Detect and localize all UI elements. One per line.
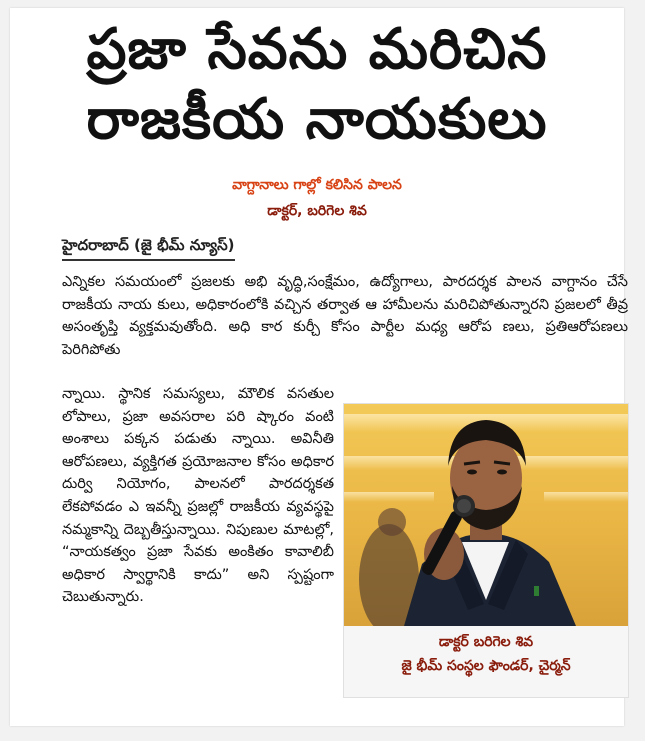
photo-caption xyxy=(344,630,628,678)
caption-title: జై భీమ్ సంస్థల ఫౌండర్, చైర్మన్ xyxy=(401,658,571,674)
headline-line-2: రాజకీయ నాయకులు xyxy=(86,87,548,152)
headline-line-1: ప్రజా సేవను మరిచిన xyxy=(86,17,548,82)
caption-name: డాక్టర్ బరిగెల శివ xyxy=(438,634,534,650)
subheadline-tagline: వాగ్దానాలు గాల్లో కలిసిన పాలన xyxy=(232,177,402,193)
article-paragraph-column: న్నాయి. స్థానిక సమస్యలు, మౌలిక వసతుల లోపాలు, ప్రజా అవసరాల పరి ష్కారం వంటి అంశాలు పక్కన పడుతు న్నాయి. అవినీతి ఆరోపణలు, వ్యక్తిగత ప్రయోజనాల కోసం అధికార దుర్వి నియోగం, పాలనలో పారదర్శకత లేకపోవడం ఎ ఇవన్నీ ప్రజల్లో రాజకీయ వ్యవస్థపై నమ్మకాన్ని దెబ్బతీస్తున్నాయి. నిపుణుల మాటల్లో, “నాయకత్వం ప్రజా సేవకు అంకితం కావాలిబీ అధికార స్వార్థానికి కాదు” అని స్పష్టంగా చెబుతున్నారు. xyxy=(62,386,334,606)
dateline: హైదరాబాద్ (జై భీమ్ న్యూస్) xyxy=(62,236,235,261)
photo-box xyxy=(343,403,629,698)
newspaper-clipping xyxy=(10,8,628,726)
subheadline-author: డాక్టర్, బరిగెల శివ xyxy=(267,203,367,219)
article-paragraph-full-width: ఎన్నికల సమయంలో ప్రజలకు అభి వృద్ధి,సంక్షేమం, ఉద్యోగాలు, పారదర్శక పాలన వాగ్దానం చేసే రాజకీయ నాయ కులు, అధికారంలోకి వచ్చిన తర్వాత ఆ హామీలను మరిచిపోతున్నారని ప్రజలలో తీవ్ర అసంతృప్తి వ్యక్తమవుతోంది. అధి కార కుర్చీ కోసం పార్టీల మధ్య ఆరోప ణలు, ప్రతిఆరోపణలు పెరిగిపోతు xyxy=(62,274,628,358)
speaker-photo xyxy=(344,404,628,626)
speaker-illustration xyxy=(344,404,628,626)
